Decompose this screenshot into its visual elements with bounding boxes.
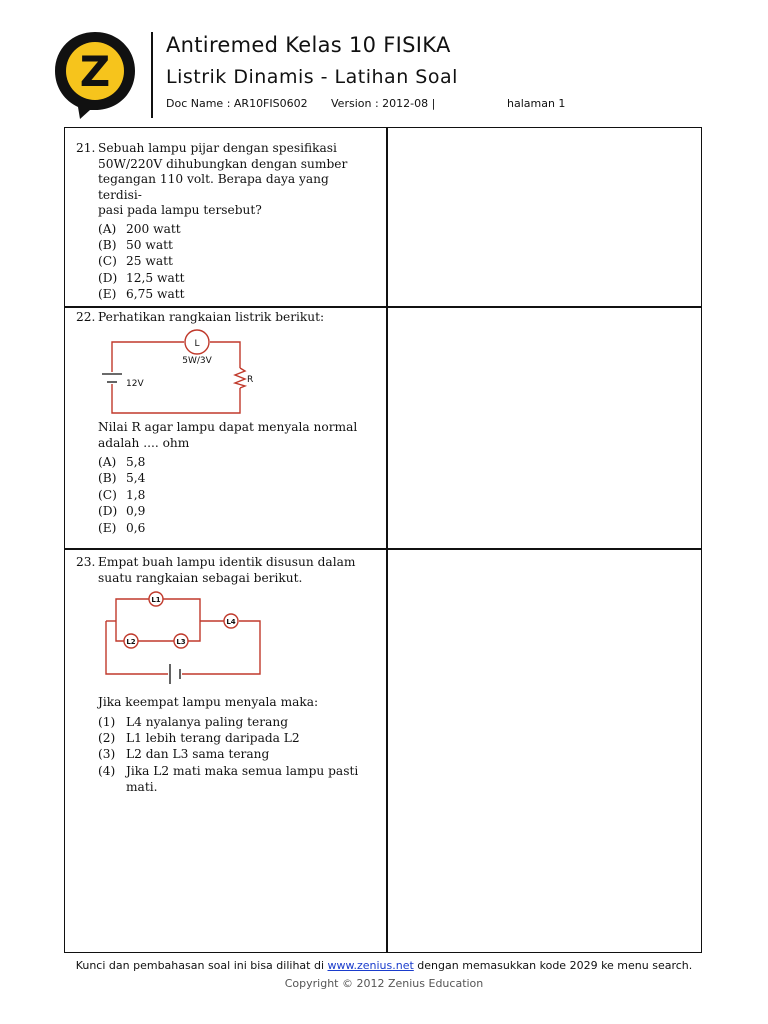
doc-name: Doc Name : AR10FIS0602	[166, 97, 308, 110]
copyright: Copyright © 2012 Zenius Education	[284, 977, 484, 990]
doc-version: Version : 2012-08 |	[331, 97, 436, 110]
resistor-label: R	[247, 375, 254, 385]
answer-option: (A) 5,8	[98, 455, 146, 469]
page-number: halaman 1	[507, 97, 566, 110]
lamp-label-l1: L1	[151, 596, 161, 604]
page-title: Antiremed Kelas 10 FISIKA	[166, 33, 451, 57]
question-text-line: Empat buah lampu identik disusun dalam	[98, 555, 356, 569]
question-23-body	[76, 695, 376, 796]
question-text-line: adalah .... ohm	[98, 435, 190, 450]
footer-text-after: dengan memasukkan kode 2029 ke menu search.	[413, 959, 693, 972]
column-divider	[386, 127, 388, 953]
answer-option: (D) 12,5 watt	[98, 270, 185, 285]
question-text-line: tegangan 110 volt. Berapa daya yang terdisi-	[98, 172, 329, 202]
question-number: 22.	[76, 310, 96, 324]
statement-option: (3) L2 dan L3 sama terang	[98, 747, 270, 762]
question-22-body	[76, 420, 376, 537]
lamp-spec: 5W/3V	[182, 356, 212, 366]
zenius-logo	[52, 30, 138, 120]
header-divider	[151, 32, 153, 118]
question-number: 21.	[76, 141, 96, 155]
question-number: 23.	[76, 555, 96, 569]
answer-option: (A) 200 watt	[98, 221, 181, 236]
question-text-line: pasi pada lampu tersebut?	[98, 203, 262, 217]
footer-note	[0, 959, 768, 972]
answer-option: (C) 25 watt	[98, 254, 173, 269]
battery-label: 12V	[126, 379, 144, 389]
answer-option: (E) 0,6	[98, 520, 146, 535]
row-divider	[64, 306, 702, 308]
question-text-line: Nilai R agar lampu dapat menyala normal	[98, 420, 358, 434]
lamp-label: L	[194, 339, 200, 349]
question-21	[76, 141, 376, 303]
circuit-diagram-23	[98, 588, 268, 688]
answer-option: (B) 5,4	[98, 471, 146, 486]
answer-option: (D) 0,9	[98, 504, 146, 519]
question-intro: Perhatikan rangkaian listrik berikut:	[98, 310, 325, 324]
question-text-line: Sebuah lampu pijar dengan spesifikasi	[98, 141, 337, 155]
footer-text-before: Kunci dan pembahasan soal ini bisa dilihat di	[75, 959, 328, 972]
page-subtitle: Listrik Dinamis - Latihan Soal	[166, 66, 458, 88]
logo-letter: Z	[79, 47, 111, 96]
question-23	[76, 555, 376, 586]
answer-option: (B) 50 watt	[98, 237, 173, 252]
question-22	[76, 310, 376, 326]
statement-continuation: mati.	[126, 780, 158, 795]
question-text-line: 50W/220V dihubungkan dengan sumber	[98, 156, 348, 171]
lamp-label-l3: L3	[176, 638, 186, 646]
circuit-diagram-22	[98, 328, 258, 420]
question-text-line: suatu rangkaian sebagai berikut.	[98, 570, 303, 585]
lamp-label-l2: L2	[126, 638, 136, 646]
statement-option: (4) Jika L2 mati maka semua lampu pasti	[98, 763, 359, 778]
statement-option: (2) L1 lebih terang daripada L2	[98, 730, 300, 745]
lamp-label-l4: L4	[226, 618, 236, 626]
answer-option: (E) 6,75 watt	[98, 287, 185, 302]
question-prompt: Jika keempat lampu menyala maka:	[98, 695, 319, 709]
statement-option: (1) L4 nyalanya paling terang	[98, 714, 289, 729]
answer-option: (C) 1,8	[98, 487, 146, 502]
zenius-link[interactable]: www.zenius.net	[327, 959, 414, 972]
row-divider	[64, 548, 702, 550]
